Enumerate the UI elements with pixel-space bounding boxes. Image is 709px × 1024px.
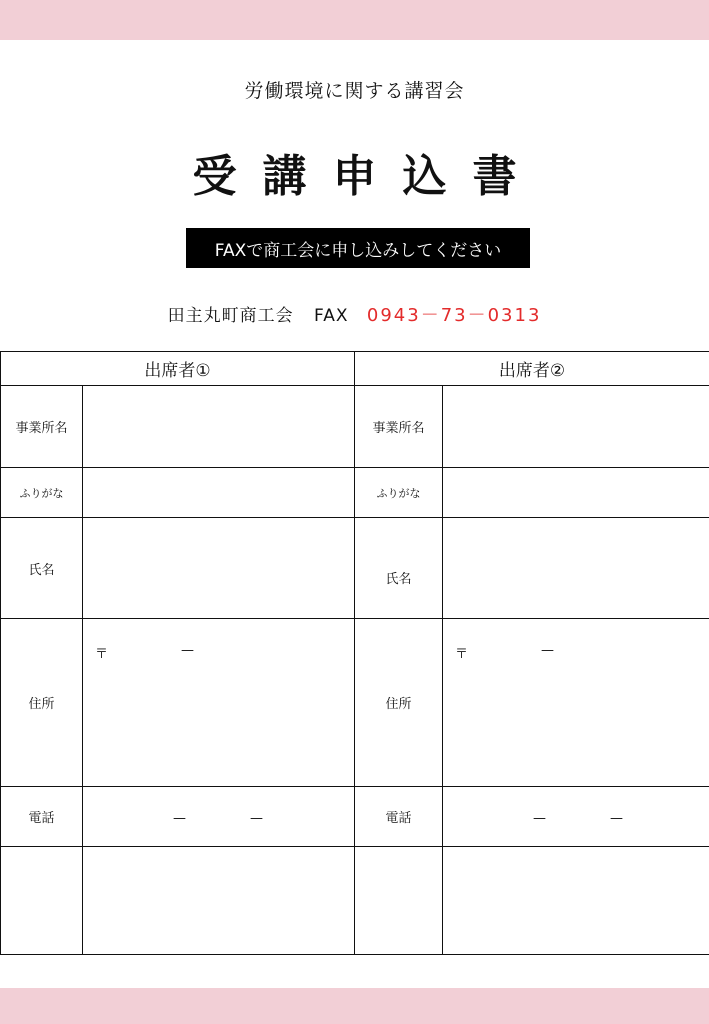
- furigana-field-2[interactable]: [443, 468, 709, 518]
- form-title: 受講申込書: [192, 151, 543, 202]
- company-field-2[interactable]: [443, 386, 709, 468]
- postal-dash-2: —: [541, 643, 554, 658]
- phone-field-2[interactable]: [443, 787, 709, 847]
- phone-label-1: 電話: [1, 787, 83, 847]
- extra-field-2[interactable]: [443, 847, 709, 955]
- top-pink-band: [0, 0, 709, 40]
- name-label-2-cell: [355, 518, 443, 619]
- name-label-1: 氏名: [1, 518, 83, 619]
- furigana-field-1[interactable]: [83, 468, 355, 518]
- postal-mark-2: 〒: [455, 647, 469, 662]
- company-label-1: 事業所名: [1, 386, 83, 468]
- address-label-1: 住所: [1, 619, 83, 787]
- phone-field-1[interactable]: [83, 787, 355, 847]
- phone-dash-2b: —: [610, 811, 623, 826]
- phone-dash-2a: —: [533, 811, 546, 826]
- bottom-pink-band: [0, 988, 709, 1024]
- furigana-label-2: ふりがな: [355, 468, 443, 518]
- company-label-2: 事業所名: [355, 386, 443, 468]
- fax-label: FAX: [313, 306, 349, 326]
- application-form-table: [0, 351, 709, 955]
- attendee2-header: 出席者②: [355, 352, 709, 386]
- contact-line: [0, 301, 709, 327]
- organization-name: 田主丸町商工会: [167, 306, 294, 326]
- fax-instruction-banner: [186, 228, 530, 268]
- company-field-1[interactable]: [83, 386, 355, 468]
- furigana-label-1: ふりがな: [1, 468, 83, 518]
- event-subtitle: 労働環境に関する講習会: [244, 80, 465, 102]
- extra-label-1: [1, 847, 83, 955]
- name-label-2: 氏名: [385, 571, 412, 587]
- postal-dash-1: —: [181, 643, 194, 658]
- name-field-1[interactable]: [83, 518, 355, 619]
- phone-label-2: 電話: [355, 787, 443, 847]
- name-field-2[interactable]: [443, 518, 709, 619]
- address-field-2[interactable]: [443, 619, 709, 787]
- fax-instruction-text: FAXで商工会に申し込みしてください: [214, 240, 502, 261]
- postal-mark-1: 〒: [95, 647, 109, 662]
- phone-dash-1b: —: [250, 811, 263, 826]
- attendee1-header: 出席者①: [1, 352, 355, 386]
- extra-label-2: [355, 847, 443, 955]
- fax-number: 0943－73－0313: [366, 305, 542, 326]
- extra-field-1[interactable]: [83, 847, 355, 955]
- address-label-2: 住所: [355, 619, 443, 787]
- address-field-1[interactable]: [83, 619, 355, 787]
- phone-dash-1a: —: [173, 811, 186, 826]
